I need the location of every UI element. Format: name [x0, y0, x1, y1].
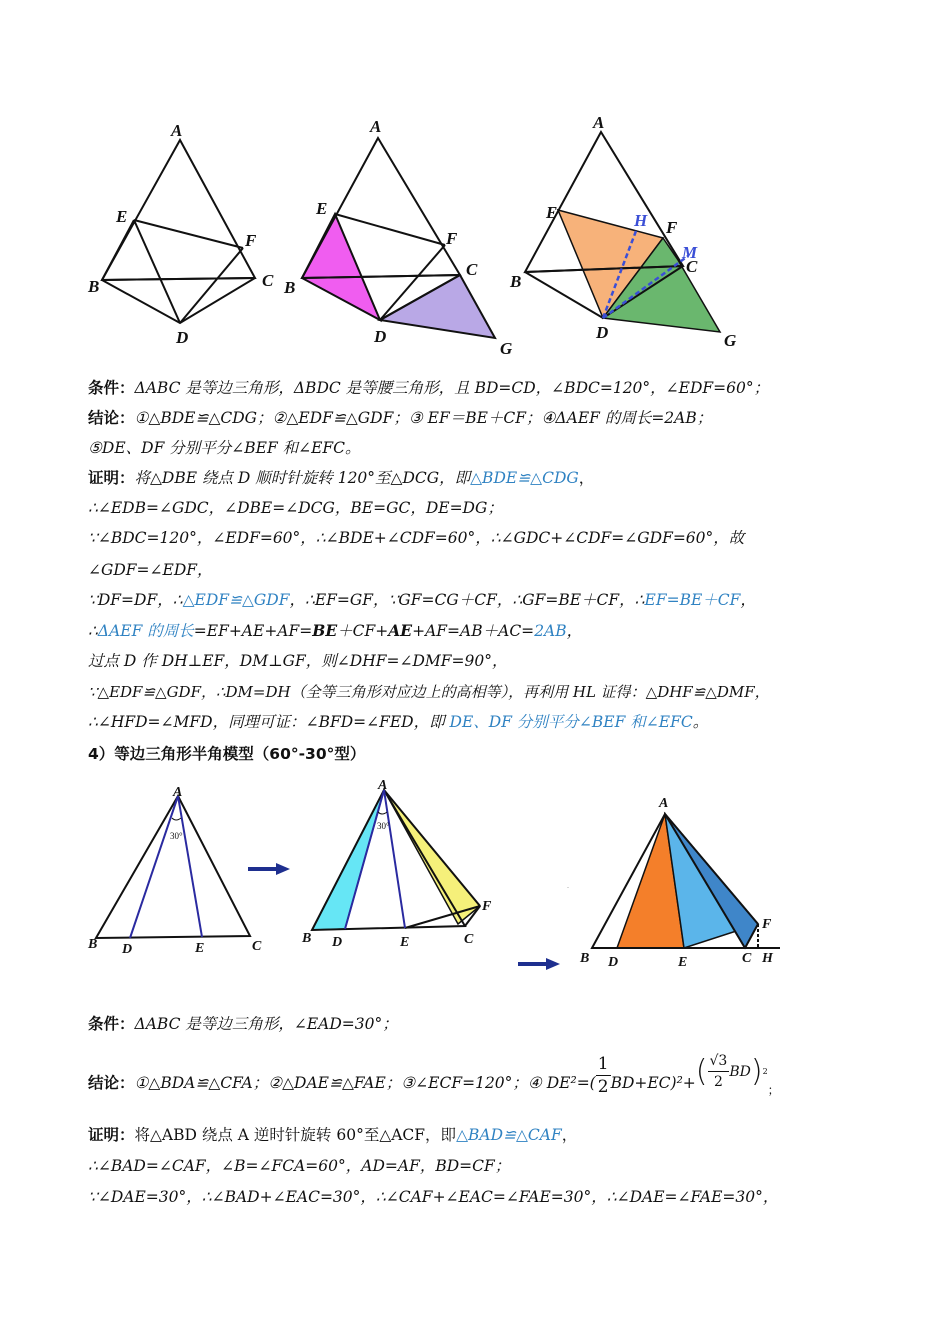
label-m3: M [682, 243, 698, 262]
conclusion-line-2: ⑤DE、DF 分别平分∠BEF 和∠EFC。 [88, 439, 361, 457]
conclusion-line-1 [88, 408, 712, 428]
proof-line-4: ∠GDF=∠EDF， [88, 561, 213, 579]
label-a: A [171, 121, 183, 140]
label-d4: D [122, 942, 133, 957]
label-d: D [176, 328, 189, 347]
label-c4: C [252, 939, 262, 954]
label-g3: G [724, 331, 737, 350]
proof-line-12: ∵∠DAE=30°，∴∠BAD+∠EAC=30°，∴∠CAF+∠EAC=∠FAE=30°，∴∠DAE=∠FAE=30°， [88, 1188, 779, 1206]
label-b3: B [510, 272, 522, 291]
label-f5: F [482, 899, 492, 914]
label-a6: A [659, 796, 669, 811]
conclusion-line-3: 结论：①△BDA≌△CFA；②△DAE≌△FAE；③∠ECF=120°；④ DE²=( $\frac{1}{2}$ BD+EC)²+( $\frac{√3}{2}$ BD)2； [88, 1052, 780, 1097]
label-e3: E [546, 203, 558, 222]
condition-line-2: 条件：ΔABC 是等边三角形，∠EAD=30°； [88, 1015, 398, 1033]
label-e2: E [316, 199, 328, 218]
label-c: C [262, 271, 274, 290]
label-a5: A [378, 778, 388, 793]
label-b5: B [302, 931, 312, 946]
figure-6 [592, 814, 780, 948]
proof-line-2: ∴∠EDB=∠GDC，∠DBE=∠DCG，BE=GC，DE=DG； [88, 499, 503, 517]
label-e4: E [195, 941, 205, 956]
label-a3: A [593, 113, 605, 132]
figure-3 [525, 132, 720, 332]
label-b6: B [580, 951, 590, 966]
proof-line-9: ∴∠HFD=∠MFD，同理可证：∠BFD=∠FED，即 DE、DF 分别平分∠BEF 和∠EFC。 [88, 713, 709, 731]
label-f6: F [762, 917, 772, 932]
label-c2: C [466, 260, 478, 279]
label-c6: C [742, 951, 752, 966]
conclusion-text: ①△BDE≌△CDG；②△EDF≌△GDF；③ EF＝BE＋CF；④ΔAEF 的周长=2AB； [134, 409, 713, 427]
figure-2 [302, 138, 495, 338]
angle-30-label-4: 30° [170, 831, 183, 841]
label-c3: C [686, 257, 698, 276]
svg-text:.: . [567, 881, 569, 890]
figure-row-top [80, 110, 760, 360]
arrow-1 [248, 863, 290, 875]
label-e5: E [400, 935, 410, 950]
fraction-half: $\frac{1}{2}$ [597, 1053, 609, 1097]
label-b2: B [284, 278, 296, 297]
proof-highlight: △BDE≌△CDG [470, 469, 579, 487]
label-g2: G [500, 339, 513, 358]
label-b4: B [88, 937, 98, 952]
label-h3: H [634, 211, 648, 230]
figure-row-bottom [80, 776, 800, 976]
proof-text: 将△DBE 绕点 D 顺时针旋转 120°至△DCG，即 [134, 469, 471, 487]
angle-30-label-5: 30° [377, 821, 390, 831]
proof-line-7: 过点 D 作 DH⊥EF，DM⊥GF，则∠DHF=∠DMF=90°， [88, 652, 508, 670]
condition-text: ΔABC 是等边三角形，ΔBDC 是等腰三角形，且 BD=CD，∠BDC=120°，∠EDF=60°； [134, 379, 770, 397]
lavender-triangle [380, 275, 495, 338]
proof-line-8: ∵△EDF≌△GDF，∴DM=DH（全等三角形对应边上的高相等），再利用 HL 证得：△DHF≌△DMF， [88, 683, 770, 701]
proof-label: 证明： [88, 469, 135, 487]
section-heading-4: 4）等边三角形半角模型（60°-30°型） [88, 745, 366, 763]
proof-line-10: 证明：将△ABD 绕点 A 逆时针旋转 60°至△ACF，即△BAD≌△CAF， [88, 1126, 578, 1144]
proof-punct: ， [578, 469, 595, 487]
figure-1 [102, 140, 255, 323]
label-b: B [88, 277, 100, 296]
proof-line-5: ∵DF=DF，∴△EDF≌△GDF，∴EF=GF，∵GF=CG＋CF，∴GF=BE＋CF，∴EF=BE＋CF， [88, 591, 756, 609]
magenta-triangle [302, 214, 380, 320]
label-e6: E [678, 955, 688, 970]
label-h6: H [762, 951, 773, 966]
proof-line-11: ∴∠BAD=∠CAF，∠B=∠FCA=60°，AD=AF，BD=CF； [88, 1157, 511, 1175]
label-f: F [245, 231, 257, 250]
proof-line-3: ∵∠BDC=120°，∠EDF=60°，∴∠BDE+∠CDF=60°，∴∠GDC+∠CDF=∠GDF=60°，故 [88, 529, 745, 547]
fraction-root3: $\frac{√3}{2}$ [709, 1052, 728, 1090]
label-d3: D [596, 323, 609, 342]
figure-5 [312, 790, 480, 930]
figure-4 [96, 796, 250, 938]
condition-label: 条件： [88, 379, 135, 397]
conclusion-label: 结论： [88, 409, 135, 427]
label-f2: F [446, 229, 458, 248]
proof-line-6: ∴ΔAEF 的周长=EF+AE+AF=BE＋CF+AE+AF=AB＋AC=2AB， [88, 621, 583, 640]
label-e: E [116, 207, 128, 226]
label-d5: D [332, 935, 343, 950]
label-c5: C [464, 932, 474, 947]
label-a2: A [370, 117, 382, 136]
condition-line-1 [88, 378, 769, 398]
yellow-triangle [384, 790, 480, 924]
proof-line-1 [88, 468, 594, 488]
arrow-2 [518, 958, 560, 970]
label-a4: A [173, 785, 183, 800]
label-f3: F [666, 218, 678, 237]
label-d6: D [608, 955, 619, 970]
label-d2: D [374, 327, 387, 346]
